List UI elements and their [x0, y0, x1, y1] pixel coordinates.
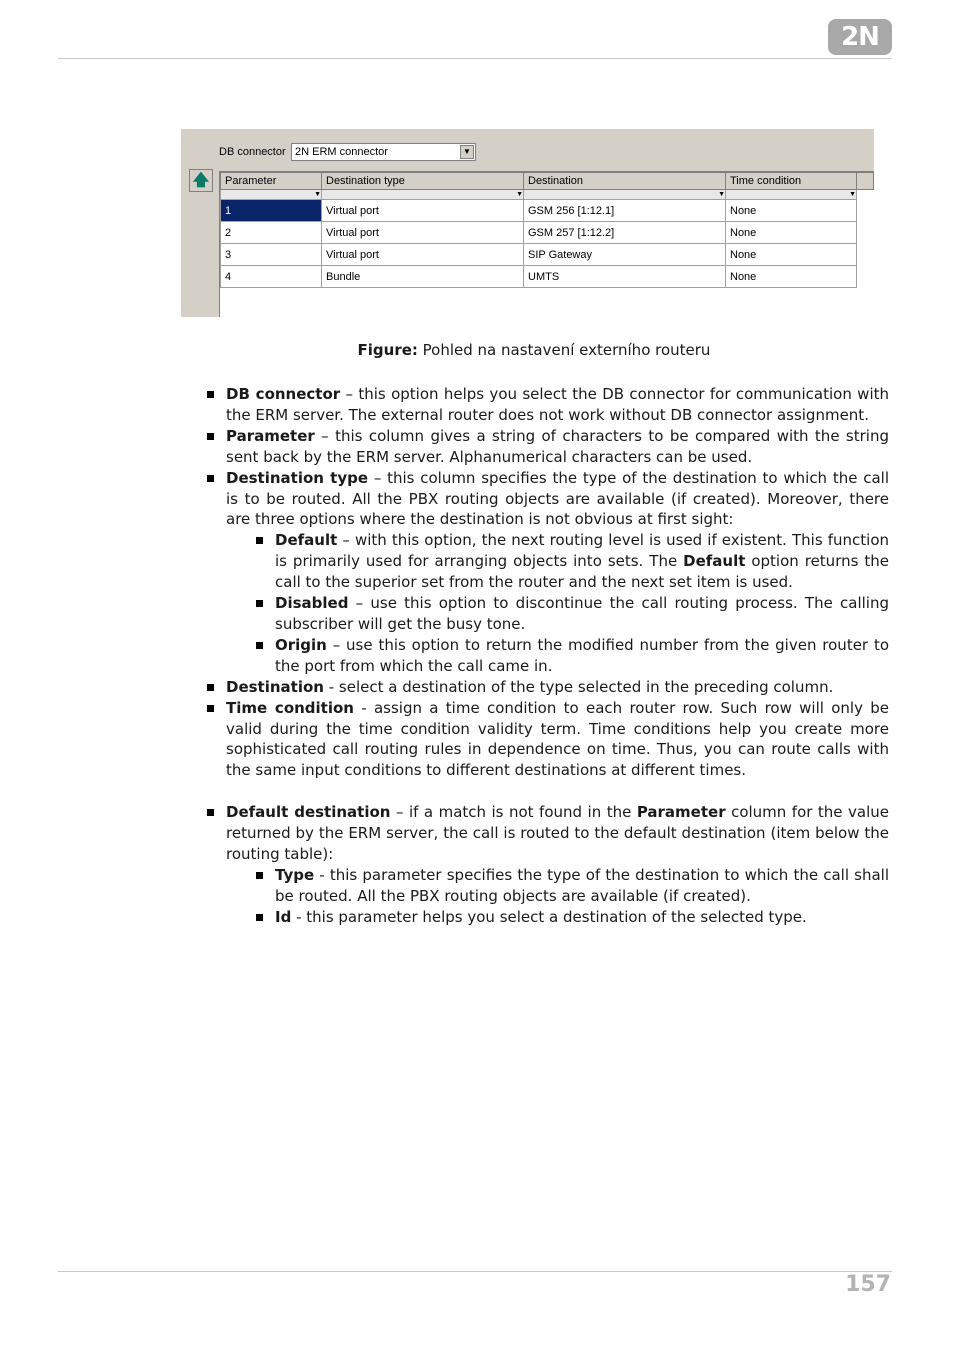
- description: – this column specifies the type of the destination to which the call is to be routed. All the PBX routing objects are available (if created). Moreover, there are three options where the destination is not obvious at first sight:: [226, 468, 889, 529]
- cell-parameter[interactable]: 3: [221, 244, 322, 266]
- column-header-parameter[interactable]: Parameter: [221, 173, 322, 190]
- db-connector-select[interactable]: [291, 143, 476, 161]
- term: Default: [275, 531, 338, 550]
- table-header-row: [221, 173, 874, 190]
- column-header-time-condition[interactable]: Time condition: [726, 173, 857, 190]
- cell-time-condition[interactable]: None: [726, 222, 857, 244]
- header-rule: [58, 58, 892, 59]
- list-item-origin: [275, 635, 889, 677]
- table-row[interactable]: [221, 244, 874, 266]
- db-connector-label: DB connector: [219, 146, 286, 158]
- footer-rule: [58, 1271, 892, 1272]
- caption-label: Figure:: [357, 341, 418, 359]
- table-row[interactable]: [221, 200, 874, 222]
- cell-destination[interactable]: GSM 256 [1:12.1]: [524, 200, 726, 222]
- cell-destination-type[interactable]: Virtual port: [322, 200, 524, 222]
- destination-type-options: [275, 530, 889, 676]
- description: – this option helps you select the DB connector for communication with the ERM server. The external router does not work without DB connector assignment.: [226, 385, 890, 424]
- cell-destination[interactable]: GSM 257 [1:12.2]: [524, 222, 726, 244]
- description: option returns the call to the superior set from the router and the next set item is used.: [275, 552, 889, 592]
- list-item-disabled: [275, 593, 889, 635]
- caption-text: Pohled na nastavení externího routeru: [417, 341, 711, 359]
- term: Origin: [275, 635, 327, 654]
- cell-parameter[interactable]: 1: [221, 200, 322, 222]
- routing-table: [220, 172, 874, 288]
- column-header-destination[interactable]: Destination: [524, 173, 726, 190]
- cell-parameter[interactable]: 4: [221, 266, 322, 288]
- figure-caption: [0, 341, 954, 359]
- chevron-down-icon[interactable]: ▼: [460, 145, 474, 159]
- cell-time-condition[interactable]: None: [726, 200, 857, 222]
- cell-destination-type[interactable]: Virtual port: [322, 244, 524, 266]
- list-item-parameter: [226, 426, 889, 468]
- list-item-default-destination: [226, 802, 889, 927]
- description: – with this option, the next routing level is used if existent. This function is primarily used for arranging objects into sets. The: [275, 531, 889, 571]
- description: - this parameter helps you select a destination of the selected type.: [291, 907, 807, 926]
- option-list: [226, 384, 889, 781]
- page-number: 157: [845, 1272, 891, 1297]
- router-settings-screenshot: [181, 129, 874, 317]
- description: - assign a time condition to each router row. Such row will only be valid during the time condition validity term. Time conditions help you create more sophisticated call routing rules in dependence on time. Thus, you can route calls with the same input conditions to different destinations at different times.: [226, 698, 889, 780]
- description: – use this option to discontinue the call routing process. The calling subscriber will get the busy tone.: [275, 594, 889, 633]
- body-text: [226, 384, 889, 928]
- cell-destination-type[interactable]: Virtual port: [322, 222, 524, 244]
- list-item-default: [275, 530, 889, 593]
- filter-dropdown[interactable]: ▼: [322, 190, 524, 200]
- arrow-up-icon: 🡅: [192, 172, 210, 189]
- cell-destination[interactable]: SIP Gateway: [524, 244, 726, 266]
- list-item-id: [275, 907, 889, 928]
- cell-destination-type[interactable]: Bundle: [322, 266, 524, 288]
- column-header-destination-type[interactable]: Destination type: [322, 173, 524, 190]
- filter-dropdown[interactable]: ▼: [221, 190, 322, 200]
- description: – this column gives a string of characters to be compared with the string sent back by the ERM server. Alphanumerical characters can be used.: [226, 426, 889, 466]
- list-item-time-condition: [226, 698, 889, 782]
- filter-row: [221, 190, 874, 200]
- description: – use this option to return the modified number from the given router to the port from which the call came in.: [275, 635, 889, 675]
- term: Destination: [226, 677, 324, 696]
- term: Parameter: [636, 803, 726, 822]
- term: DB connector: [226, 385, 341, 403]
- brand-logo: 2N: [828, 19, 892, 55]
- term: Disabled: [275, 594, 349, 613]
- term: Default: [683, 552, 746, 571]
- term: Id: [275, 907, 292, 926]
- term: Destination type: [226, 468, 369, 487]
- description: - select a destination of the type selected in the preceding column.: [323, 677, 834, 696]
- cell-parameter[interactable]: 2: [221, 222, 322, 244]
- filter-dropdown[interactable]: ▼: [726, 190, 857, 200]
- list-item-destination-type: [226, 468, 889, 677]
- default-destination-list: [226, 802, 889, 927]
- table-row[interactable]: [221, 222, 874, 244]
- move-up-button[interactable]: [189, 169, 213, 192]
- list-item-db-connector: [226, 384, 889, 426]
- cell-time-condition[interactable]: None: [726, 266, 857, 288]
- term: Type: [275, 865, 315, 884]
- table-row[interactable]: [221, 266, 874, 288]
- term: Time condition: [226, 698, 354, 717]
- db-connector-value: 2N ERM connector: [295, 146, 388, 158]
- filter-dropdown[interactable]: ▼: [524, 190, 726, 200]
- description: – if a match is not found in the: [390, 803, 637, 822]
- list-item-type: [275, 865, 889, 907]
- term: Default destination: [226, 803, 391, 822]
- routing-grid: [219, 171, 874, 317]
- description: - this parameter specifies the type of the destination to which the call shall be routed. All the PBX routing objects are available (if created).: [275, 865, 889, 905]
- column-header-spacer: [857, 173, 874, 190]
- cell-destination[interactable]: UMTS: [524, 266, 726, 288]
- default-destination-options: [275, 865, 889, 928]
- description: column for the value returned by the ERM server, the call is routed to the default destination (item below the routing table):: [226, 803, 889, 863]
- spacer: [226, 781, 889, 802]
- list-item-destination: [226, 677, 889, 698]
- cell-time-condition[interactable]: None: [726, 244, 857, 266]
- term: Parameter: [226, 426, 315, 445]
